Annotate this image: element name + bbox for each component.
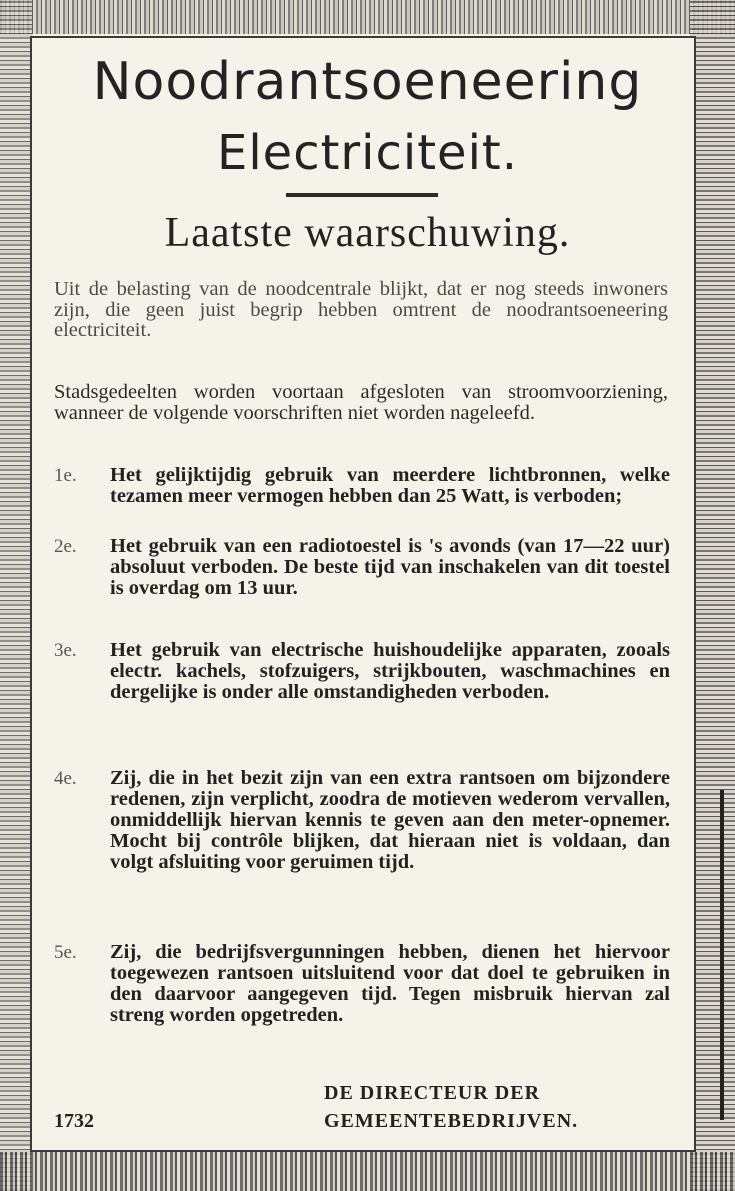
title-line-1: Noodrantsoeneering [92, 52, 643, 112]
rule-text: Zij, die bedrijfsvergunningen hebben, dienen het hiervoor toegewezen rantsoen uitsluitend voor dat doel te gebruiken in den daarvoor aangegeven tijd. Tegen misbruik hiervan zal streng worden opgetreden. [110, 941, 670, 1026]
rule-text: Zij, die in het bezit zijn van een extra rantsoen om bijzondere redenen, zijn verplicht, zoodra de motieven wederom vervallen, onmiddellijk hiervan kennis te geven aan den meter-opnemer. Mocht bij contrôle blijken, dat hieraan niet is voldaan, dan volgt afsluiting voor geruimen tijd. [110, 767, 670, 873]
rule-number: 4e. [54, 768, 77, 789]
rule-text: Het gelijktijdig gebruik van meerdere lichtbronnen, welke tezamen meer vermogen hebben dan 25 Watt, is verboden; [110, 464, 670, 507]
rule-text: Het gebruik van electrische huishoudelijke apparaten, zooals electr. kachels, stofzuigers, strijkbouten, waschmachines en dergelijke is onder alle omstandigheden verboden. [110, 639, 670, 703]
subtitle: Laatste waarschuwing. [164, 210, 571, 256]
signature-line-2: GEMEENTEBEDRIJVEN. [324, 1110, 579, 1132]
signature-line-1: DE DIRECTEUR DER [324, 1082, 541, 1104]
warning-paragraph: Stadsgedeelten worden voortaan afgesloten van stroomvoorziening, wanneer de volgende voorschriften niet worden nageleefd. [54, 381, 668, 424]
top-print-border [0, 0, 735, 34]
column-rule [720, 790, 724, 1120]
title-line-2: Electriciteit. [217, 125, 518, 181]
title-divider [286, 193, 438, 197]
rule-number: 5e. [54, 942, 77, 963]
rule-number: 2e. [54, 536, 77, 557]
rule-number: 1e. [54, 465, 77, 486]
notice-code: 1732 [54, 1110, 94, 1132]
intro-paragraph: Uit de belasting van de noodcentrale blijkt, dat er nog steeds inwoners zijn, die geen juist begrip hebben omtrent de noodrantsoeneering electriciteit. [54, 278, 668, 341]
rule-number: 3e. [54, 640, 77, 661]
rule-text: Het gebruik van een radiotoestel is 's avonds (van 17—22 uur) absoluut verboden. De beste tijd van inschakelen van dit toestel is overdag om 13 uur. [110, 535, 670, 599]
bottom-print-border [0, 1152, 735, 1191]
